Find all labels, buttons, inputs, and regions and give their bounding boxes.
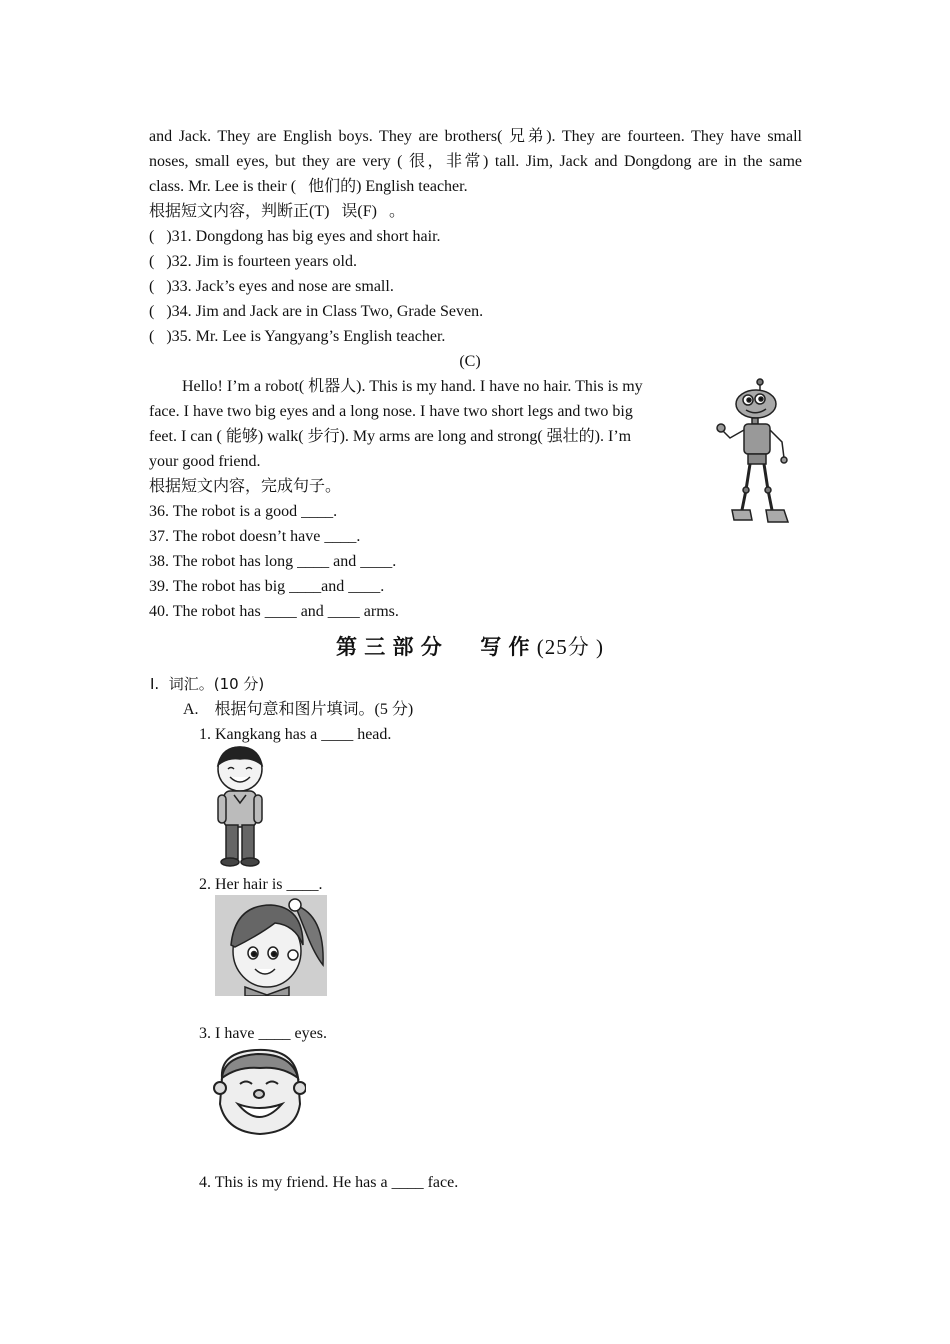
robot-illustration xyxy=(712,378,798,530)
question-37: 37. The robot doesn’t have ____. xyxy=(149,528,361,545)
vocab-item-4: 4. This is my friend. He has a ____ face. xyxy=(199,1174,459,1191)
question-36: 36. The robot is a good ____. xyxy=(149,503,338,520)
passage-c-line-1: Hello! I’m a robot( 机器人). This is my hand. I have no hair. This is my xyxy=(182,378,643,395)
passage-b-instruction: 根据短文内容，判断正(T) 误(F) 。 xyxy=(149,203,405,220)
section-1-sub-a: A. 根据句意和图片填词。(5 分) xyxy=(183,701,414,718)
question-35: ( )35. Mr. Lee is Yangyang’s English teacher. xyxy=(149,328,446,345)
question-31: ( )31. Dongdong has big eyes and short hair. xyxy=(149,228,441,245)
girl-hair-illustration xyxy=(215,895,327,996)
question-40: 40. The robot has ____ and ____ arms. xyxy=(149,603,399,620)
passage-b-line-3: class. Mr. Lee is their ( 他们的) English teacher. xyxy=(149,178,468,195)
vocab-item-2: 2. Her hair is ____. xyxy=(199,876,323,893)
part-three-heading xyxy=(0,631,940,661)
passage-b-line-1: and Jack. They are English boys. They are brothers( 兄弟). They are fourteen. They have small xyxy=(149,128,802,145)
vocab-item-3: 3. I have ____ eyes. xyxy=(199,1025,327,1042)
question-39: 39. The robot has big ____and ____. xyxy=(149,578,385,595)
passage-c-label: (C) xyxy=(459,353,481,370)
passage-c-line-2: face. I have two big eyes and a long nose. I have two short legs and two big xyxy=(149,403,633,420)
part-three-score: (25分 ) xyxy=(536,635,604,659)
section-1-label: Ⅰ. 词汇。(10 分) xyxy=(150,675,265,693)
boy-figure-illustration xyxy=(212,745,268,867)
question-38: 38. The robot has long ____ and ____. xyxy=(149,553,397,570)
passage-c-instruction: 根据短文内容，完成句子。 xyxy=(149,478,342,495)
question-32: ( )32. Jim is fourteen years old. xyxy=(149,253,357,270)
question-34: ( )34. Jim and Jack are in Class Two, Grade Seven. xyxy=(149,303,484,320)
smiling-face-illustration xyxy=(212,1044,306,1138)
passage-c-line-3: feet. I can ( 能够) walk( 步行). My arms are long and strong( 强壮的). I’m xyxy=(149,428,632,445)
vocab-item-1: 1. Kangkang has a ____ head. xyxy=(199,726,392,743)
passage-c-line-4: your good friend. xyxy=(149,453,261,470)
part-three-title: 第 三 部 分 写 作 xyxy=(336,635,531,659)
question-33: ( )33. Jack’s eyes and nose are small. xyxy=(149,278,394,295)
passage-b-line-2: noses, small eyes, but they are very ( 很，非常) tall. Jim, Jack and Dongdong are in the same xyxy=(149,153,802,170)
